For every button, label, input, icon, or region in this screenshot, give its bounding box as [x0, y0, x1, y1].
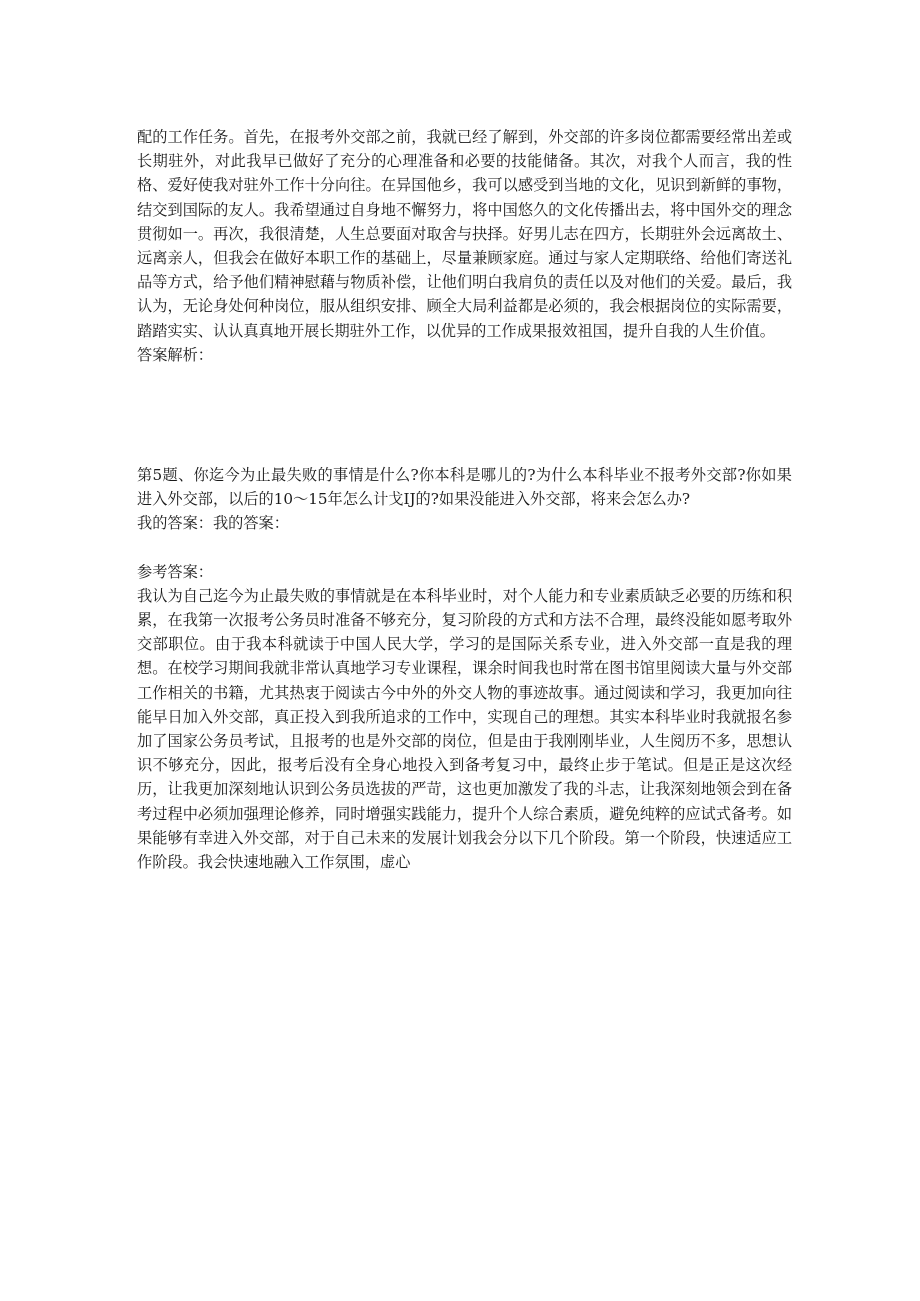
reference-answer-text: 我认为自己迄今为止最失败的事情就是在本科毕业时，对个人能力和专业素质缺乏必要的历练和积累，在我第一次报考公务员时准备不够充分，复习阶段的方式和方法不合理，最终没能如愿考取外交部职位。由于我本科就读于中国人民大学，学习的是国际关系专业，进入外交部一直是我的理想。在校学习期间我就非常认真地学习专业课程，课余时间我也时常在图书馆里阅读大量与外交部工作相关的书籍，尤其热衷于阅读古今中外的外交人物的事迹故事。通过阅读和学习，我更加向往能早日加入外交部，真正投入到我所追求的工作中，实现自己的理想。其实本科毕业时我就报名参加了国家公务员考试，且报考的也是外交部的岗位，但是由于我刚刚毕业，人生阅历不多，思想认识不够充分，因此，报考后没有全身心地投入到备考复习中，最终止步于笔试。但是正是这次经历，让我更加深刻地认识到公务员选拔的严苛，这也更加激发了我的斗志，让我深刻地领会到在备考过程中必须加强理论修养，同时增强实践能力，提升个人综合素质，避免纯粹的应试式备考。如果能够有幸进入外交部，对于自己未来的发展计划我会分以下几个阶段。第一个阶段，快速适应工作阶段。我会快速地融入工作氛围，虚心 [137, 586, 792, 872]
spacer [137, 367, 792, 463]
analysis-label: 答案解析： [137, 345, 213, 364]
my-answer-label: 我的答案：我的答案： [137, 514, 289, 533]
spacer [137, 536, 792, 560]
reference-answer-label: 参考答案： [137, 562, 213, 581]
document-page [137, 125, 792, 874]
question-text: 第5题、你迄今为止最失败的事情是什么?你本科是哪儿的?为什么本科毕业不报考外交部?你如果进入外交部，以后的10〜15年怎么计戈IJ的?如果没能进入外交部，将来会怎么办? [137, 466, 792, 509]
intro-paragraph: 配的工作任务。首先，在报考外交部之前，我就已经了解到，外交部的许多岗位都需要经常出差或长期驻外，对此我早已做好了充分的心理准备和必要的技能储备。其次，对我个人而言，我的性格、爱好使我对驻外工作十分向往。在异国他乡，我可以感受到当地的文化，见识到新鲜的事物，结交到国际的友人。我希望通过自身地不懈努力，将中国悠久的文化传播出去，将中国外交的理念贯彻如一。再次，我很清楚，人生总要面对取舍与抉择。好男儿志在四方，长期驻外会远离故土、远离亲人，但我会在做好本职工作的基础上，尽量兼顾家庭。通过与家人定期联络、给他们寄送礼品等方式，给予他们精神慰藉与物质补偿，让他们明白我肩负的责任以及对他们的关爱。最后，我认为，无论身处何种岗位，服从组织安排、顾全大局利益都是必须的，我会根据岗位的实际需要，踏踏实实、认认真真地开展长期驻外工作，以优异的工作成果报效祖国，提升自我的人生价值。 [137, 128, 792, 340]
